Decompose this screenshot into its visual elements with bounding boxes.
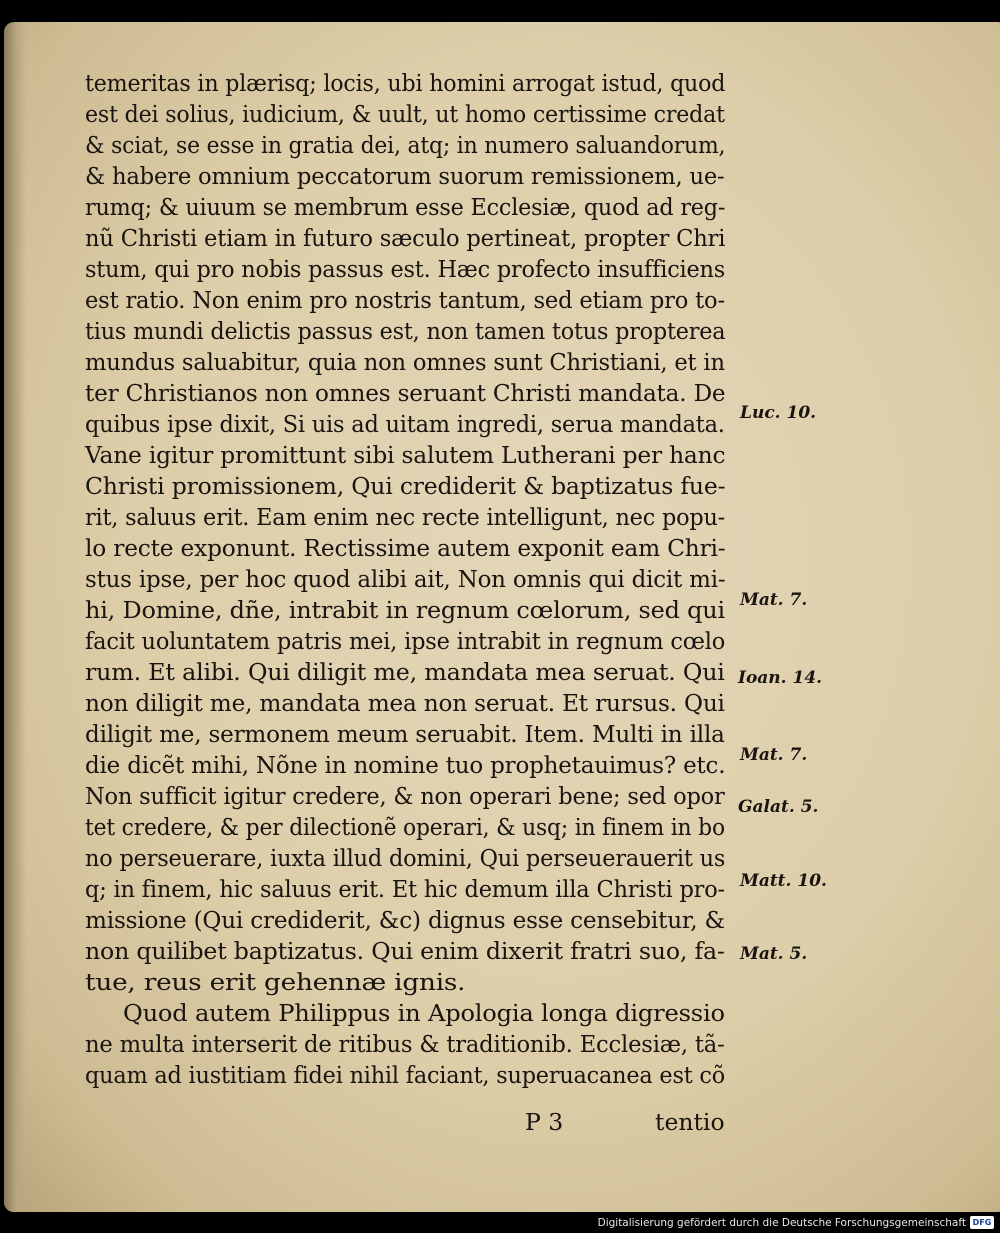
margin-note: Ioan. 14.	[738, 668, 823, 688]
text-line: temeritas in plærisq; locis, ubi homini arrogat istud, quod	[85, 69, 726, 97]
text-line: quam ad iustitiam fidei nihil faciant, superuacanea est cõ	[85, 1061, 726, 1089]
text-line: mundus saluabitur, quia non omnes sunt Christiani, et in	[85, 348, 725, 376]
text-line: & habere omnium peccatorum suorum remissionem, ue-	[85, 162, 725, 190]
text-line: missione (Qui crediderit, &c) dignus esse censebitur, &	[85, 906, 725, 934]
page-gutter	[4, 22, 26, 1212]
text-line: rumq; & uiuum se membrum esse Ecclesiæ, quod ad reg-	[85, 193, 726, 221]
paragraph-start-line: Quod autem Philippus in Apologia longa digressio	[123, 999, 725, 1027]
text-line: hi, Domine, dñe, intrabit in regnum cœlorum, sed qui	[85, 596, 725, 624]
page-footer	[85, 1108, 735, 1139]
text-line: & sciat, se esse in gratia dei, atq; in numero saluandorum,	[85, 131, 726, 159]
text-line: nũ Christi etiam in futuro sæculo pertineat, propter Chri	[85, 224, 726, 252]
text-line: no perseuerare, iuxta illud domini, Qui perseuerauerit us	[85, 844, 726, 872]
margin-note: Mat. 5.	[740, 944, 808, 964]
text-line: stum, qui pro nobis passus est. Hæc profecto insufficiens	[85, 255, 726, 283]
text-line: Christi promissionem, Qui crediderit & baptizatus fue-	[85, 472, 726, 500]
margin-note: Matt. 10.	[740, 871, 827, 891]
text-line: est dei solius, iudicium, & uult, ut homo certissime credat	[85, 100, 725, 128]
text-line: est ratio. Non enim pro nostris tantum, sed etiam pro to-	[85, 286, 725, 314]
text-line: ne multa interserit de ritibus & traditionib. Ecclesiæ, tã-	[85, 1030, 725, 1058]
text-line: facit uoluntatem patris mei, ipse intrabit in regnum cœlo	[85, 627, 726, 655]
digitization-credit: Digitalisierung gefördert durch die Deutsche Forschungsgemeinschaft	[597, 1217, 966, 1229]
margin-note: Galat. 5.	[738, 797, 819, 817]
margin-note: Mat. 7.	[740, 745, 808, 765]
dfg-logo: DFG	[970, 1216, 994, 1229]
text-line: q; in finem, hic saluus erit. Et hic demum illa Christi pro-	[85, 875, 725, 903]
signature-mark: P 3	[525, 1108, 564, 1136]
text-line: tet credere, & per dilectionẽ operari, & usq; in finem in bo	[85, 813, 725, 841]
text-line: diligit me, sermonem meum seruabit. Item. Multi in illa	[85, 720, 725, 748]
text-line: Vane igitur promittunt sibi salutem Lutherani per hanc	[85, 441, 726, 469]
catchword: tentio	[655, 1108, 725, 1136]
text-line: non quilibet baptizatus. Qui enim dixerit fratri suo, fa-	[85, 937, 725, 965]
text-line: quibus ipse dixit, Si uis ad uitam ingredi, serua mandata.	[85, 410, 725, 438]
text-line: tius mundi delictis passus est, non tamen totus propterea	[85, 317, 726, 345]
text-line: lo recte exponunt. Rectissime autem exponit eam Chri-	[85, 534, 726, 562]
text-line: rit, saluus erit. Eam enim nec recte intelligunt, nec popu-	[85, 503, 726, 531]
text-line: stus ipse, per hoc quod alibi ait, Non omnis qui dicit mi-	[85, 565, 726, 593]
margin-note: Luc. 10.	[740, 403, 817, 423]
text-line: ter Christianos non omnes seruant Christi mandata. De	[85, 379, 726, 407]
text-line: rum. Et alibi. Qui diligit me, mandata mea seruat. Qui	[85, 658, 725, 686]
margin-note: Mat. 7.	[740, 590, 808, 610]
text-line: tue, reus erit gehennæ ignis.	[85, 968, 466, 996]
text-line: Non sufficit igitur credere, & non operari bene; sed opor	[85, 782, 725, 810]
text-line: die dicẽt mihi, Nõne in nomine tuo prophetauimus? etc.	[85, 751, 726, 779]
text-line: non diligit me, mandata mea non seruat. Et rursus. Qui	[85, 689, 725, 717]
